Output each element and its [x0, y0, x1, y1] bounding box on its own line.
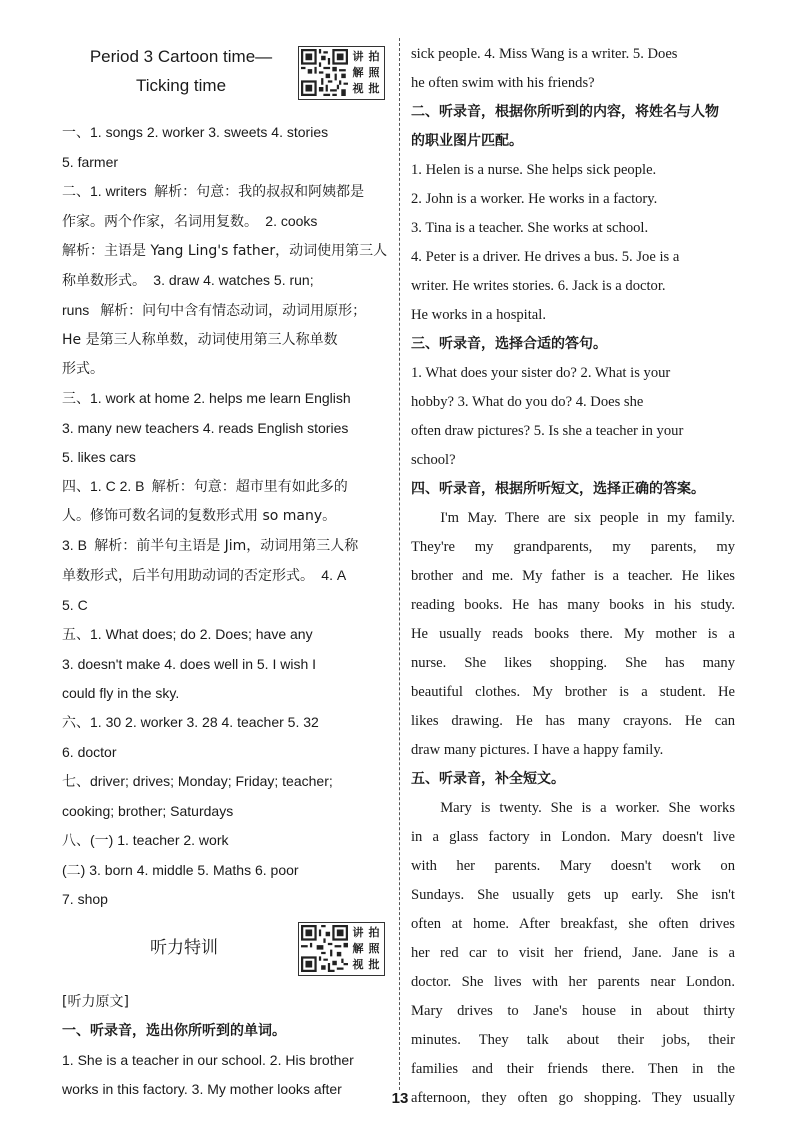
passage-line: Sundays. She usually gets up early. She isn't — [411, 887, 735, 903]
answer-line: 八、(一) 1. teacher 2. work — [62, 832, 229, 849]
passage-line: minutes. They talk about their jobs, their — [411, 1032, 735, 1048]
answer-line: 5. likes cars — [62, 449, 136, 465]
passage-line: They're my grandparents, my parents, my — [411, 539, 735, 555]
answer-line: 单数形式，后半句用助动词的否定形式。 4. A — [62, 567, 347, 584]
passage-line: Mary is twenty. She is a worker. She works — [440, 800, 735, 816]
transcript-line: He works in a hospital. — [411, 307, 546, 323]
page-title: Period 3 Cartoon time— Ticking time — [89, 47, 273, 95]
answer-line: 二、1. writers 解析：句意：我的叔叔和阿姨都是 — [62, 183, 365, 200]
answer-line: 三、1. work at home 2. helps me learn English — [62, 390, 351, 407]
answer-line: 5. C — [62, 597, 88, 613]
transcript-line: writer. He writes stories. 6. Jack is a doctor. — [411, 278, 666, 294]
section-heading: 一、听录音，选出你所听到的单词。 — [62, 1023, 286, 1039]
qr-label: 讲 解 视 拍 照 批 — [352, 50, 380, 95]
answer-line: cooking; brother; Saturdays — [62, 803, 234, 819]
passage-line: her red car to visit her friend, Jane. Jane is a — [411, 945, 735, 961]
answer-line: 解析：主语是 Yang Ling's father，动词使用第三人 — [62, 243, 388, 259]
answer-line: (二) 3. born 4. middle 5. Maths 6. poor — [62, 862, 299, 878]
answer-line: He 是第三人称单数，动词使用第三人称单数 — [62, 332, 338, 348]
answer-line: 七、driver; drives; Monday; Friday; teacher; — [62, 773, 333, 790]
column-divider — [399, 38, 400, 1090]
section-heading: 二、听录音，根据你所听到的内容，将姓名与人物 — [411, 104, 719, 120]
transcript-line: 4. Peter is a driver. He drives a bus. 5. Joe is a — [411, 249, 680, 265]
answer-line: 3. B 解析：前半句主语是 Jim，动词用第三人称 — [62, 537, 359, 554]
answer-line: 人。修饰可数名词的复数形式用 so many。 — [62, 508, 337, 524]
passage-line: in a glass factory in London. Mary doesn't live — [411, 829, 735, 845]
listening-title: 听力特训 — [150, 938, 218, 958]
section-header — [62, 40, 388, 116]
answer-line: 6. doctor — [62, 744, 117, 760]
answer-line: 六、1. 30 2. worker 3. 28 4. teacher 5. 32 — [62, 714, 319, 731]
transcript-line: hobby? 3. What do you do? 4. Does she — [411, 394, 644, 410]
passage-line: Mary drives to Jane's house in about thirty — [411, 1003, 735, 1019]
qr-code-badge[interactable] — [298, 46, 385, 100]
answer-line: 3. many new teachers 4. reads English stories — [62, 420, 349, 436]
transcript-label: [听力原文] — [62, 994, 129, 1010]
qr-label: 讲 解 视 拍 照 批 — [352, 926, 380, 971]
transcript-line: sick people. 4. Miss Wang is a writer. 5. Does — [411, 46, 678, 62]
answer-line: 5. farmer — [62, 154, 119, 170]
answer-line: 作家。两个作家，名词用复数。 2. cooks — [62, 213, 318, 230]
passage-five — [411, 794, 735, 1113]
passage-line: I'm May. There are six people in my family. — [440, 510, 735, 526]
passage-line: nurse. She likes shopping. She has many — [411, 655, 735, 671]
left-column — [62, 40, 388, 1104]
transcript-line: works in this factory. 3. My mother looks after — [62, 1081, 342, 1097]
passage-line: reading books. He has many books in his study. — [411, 597, 735, 613]
section-heading: 三、听录音，选择合适的答句。 — [411, 336, 607, 352]
answer-line: 3. doesn't make 4. does well in 5. I wish I — [62, 656, 317, 672]
passage-line: afternoon, they often go shopping. They usually — [411, 1090, 735, 1106]
answer-line: 一、1. songs 2. worker 3. sweets 4. stories — [62, 124, 329, 141]
transcript-line: 3. Tina is a teacher. She works at school. — [411, 220, 649, 236]
answer-line: could fly in the sky. — [62, 685, 180, 701]
transcript-line: often draw pictures? 5. Is she a teacher in your — [411, 423, 684, 439]
qr-code-icon — [301, 925, 348, 972]
passage-line: He usually reads books there. My mother is a — [411, 626, 735, 642]
passage-line: doctor. She lives with her parents near London. — [411, 974, 735, 990]
answer-line: runs 解析：问句中含有情态动词，动词用原形； — [62, 302, 367, 319]
transcript-line: 1. Helen is a nurse. She helps sick people. — [411, 162, 657, 178]
section-heading: 五、听录音，补全短文。 — [411, 771, 565, 787]
answer-line: 称单数形式。 3. draw 4. watches 5. run; — [62, 272, 314, 289]
transcript-line: school? — [411, 452, 456, 468]
passage-line: likes drawing. He has many crayons. He can — [411, 713, 735, 729]
section-heading: 四、听录音，根据所听短文，选择正确的答案。 — [411, 481, 705, 497]
passage-four — [411, 504, 735, 765]
transcript-line: 2. John is a worker. He works in a factory. — [411, 191, 658, 207]
transcript-line: he often swim with his friends? — [411, 75, 595, 91]
right-column — [411, 40, 735, 1113]
qr-code-badge[interactable] — [298, 922, 385, 976]
qr-code-icon — [301, 49, 348, 96]
answer-line: 四、1. C 2. B 解析：句意：超市里有如此多的 — [62, 478, 348, 495]
passage-line: draw many pictures. I have a happy family. — [411, 742, 664, 758]
answer-line: 7. shop — [62, 891, 108, 907]
passage-line: with her parents. Mary doesn't work on — [411, 858, 735, 874]
answer-line: 形式。 — [62, 361, 104, 377]
passage-line: families and their friends there. Then in the — [411, 1061, 735, 1077]
transcript-line: 1. What does your sister do? 2. What is your — [411, 365, 671, 381]
listening-header — [62, 914, 388, 988]
passage-line: often at home. After breakfast, she often drives — [411, 916, 735, 932]
passage-line: beautiful clothes. My brother is a student. He — [411, 684, 735, 700]
page-number: 13 — [391, 1090, 409, 1107]
transcript-line: 1. She is a teacher in our school. 2. His brother — [62, 1052, 354, 1068]
passage-line: brother and me. My father is a teacher. He likes — [411, 568, 735, 584]
answer-line: 五、1. What does; do 2. Does; have any — [62, 626, 313, 643]
section-heading: 的职业图片匹配。 — [411, 133, 523, 149]
